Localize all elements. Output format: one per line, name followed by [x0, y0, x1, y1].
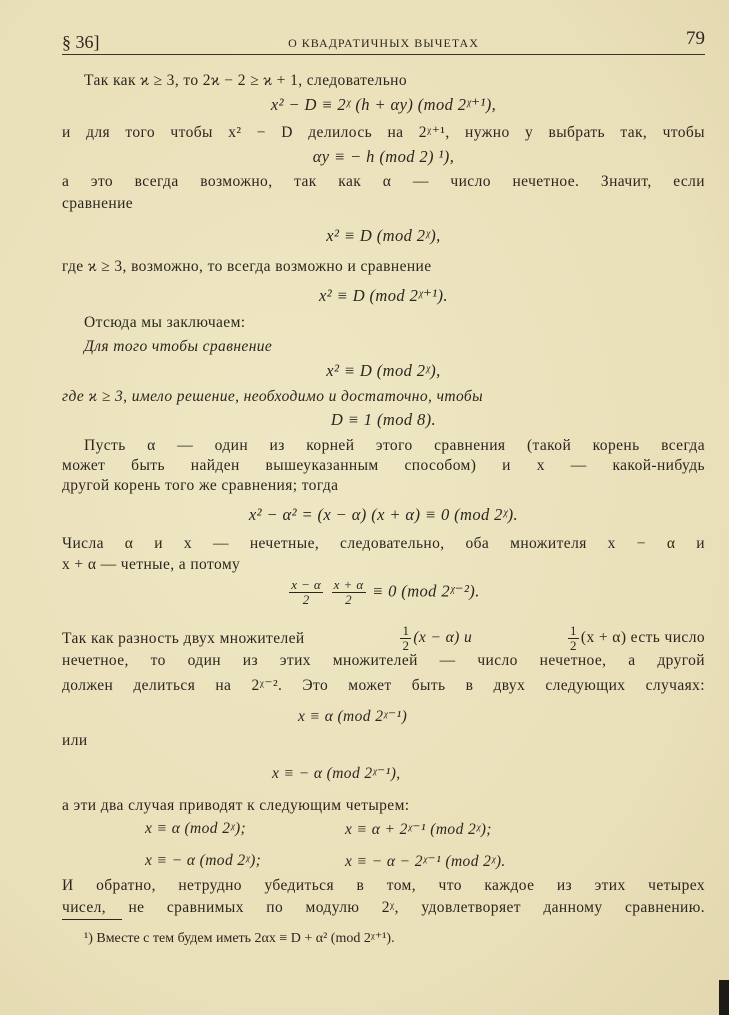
- footnote-marker: ¹): [84, 931, 93, 946]
- half-expression: [398, 624, 472, 653]
- theorem-line: Для того чтобы сравнение: [84, 338, 273, 355]
- text-segment: (x + α) есть число: [580, 629, 705, 647]
- formula: x ≡ α (mod 2ᵡ);: [145, 820, 247, 837]
- section-number: § 36]: [62, 32, 100, 52]
- formula: x ≡ − α (mod 2ᵡ);: [145, 852, 262, 869]
- text-line: [62, 624, 705, 653]
- text-line: сравнение: [62, 195, 134, 212]
- text-line: Пусть α — один из корней этого сравнения (такой корень всегда: [84, 437, 705, 454]
- text-segment: Так как разность двух множителей: [62, 629, 305, 647]
- text-line: или: [62, 732, 88, 749]
- formula: x² ≡ D (mod 2ᵡ⁺¹).: [319, 286, 448, 305]
- text-line: а эти два случая приводят к следующим четырем:: [62, 797, 410, 814]
- fraction: [332, 578, 366, 607]
- formula: x² − α² = (x − α) (x + α) ≡ 0 (mod 2ᵡ).: [248, 505, 519, 524]
- text-line: может быть найден вышеуказанным способом) и x — какой-нибудь: [62, 457, 705, 474]
- footnote-divider: [62, 919, 122, 920]
- formula-rest: ≡ 0 (mod 2ᵡ⁻²).: [372, 581, 480, 601]
- text-line: Числа α и x — нечетные, следовательно, оба множителя x − α и: [62, 535, 705, 552]
- text-line: нечетное, то один из этих множителей — число нечетное, а другой: [62, 652, 705, 669]
- formula: x² ≡ D (mod 2ᵡ),: [326, 361, 441, 380]
- formula: x ≡ α (mod 2ᵡ⁻¹): [298, 708, 408, 725]
- fraction-formula: [62, 578, 705, 607]
- formula: x² − D ≡ 2ᵡ (h + αy) (mod 2ᵡ⁺¹),: [270, 95, 497, 114]
- numerator: x − α: [291, 577, 322, 592]
- numerator: 1: [570, 623, 577, 638]
- running-title: О КВАДРАТИЧНЫХ ВЫЧЕТАХ: [288, 36, 479, 50]
- fraction: [289, 578, 323, 607]
- text-line: должен делиться на 2ᵡ⁻². Это может быть в двух следующих случаях:: [62, 677, 705, 694]
- text-line: И обратно, нетрудно убедиться в том, что каждое из этих четырех: [62, 877, 705, 894]
- denominator: 2: [345, 592, 353, 607]
- text-line: Так как ϰ ≥ 3, то 2ϰ − 2 ≥ ϰ + 1, следовательно: [84, 72, 408, 89]
- text-line: где ϰ ≥ 3, возможно, то всегда возможно и сравнение: [62, 258, 432, 275]
- footnote: [84, 930, 395, 947]
- formula: D ≡ 1 (mod 8).: [330, 410, 437, 429]
- text-line: чисел, не сравнимых по модулю 2ᵡ, удовлетворяет данному сравнению.: [62, 899, 705, 916]
- text-segment: (x − α) и: [413, 629, 473, 647]
- denominator: 2: [570, 638, 577, 653]
- scan-edge: [719, 980, 729, 1015]
- formula: x ≡ α + 2ᵡ⁻¹ (mod 2ᵡ);: [345, 821, 492, 838]
- denominator: 2: [302, 592, 310, 607]
- footnote-text: Вместе с тем будем иметь 2αx ≡ D + α² (mod 2ᵡ⁺¹).: [96, 931, 395, 946]
- half-expression: [566, 624, 705, 653]
- formula: x² ≡ D (mod 2ᵡ),: [326, 226, 441, 245]
- page-number: 79: [686, 28, 705, 49]
- text-line: и для того чтобы x² − D делилось на 2ᵡ⁺¹, нужно y выбрать так, чтобы: [62, 124, 705, 141]
- text-line: Отсюда мы заключаем:: [84, 314, 246, 331]
- formula: x ≡ − α − 2ᵡ⁻¹ (mod 2ᵡ).: [345, 853, 506, 870]
- numerator: 1: [402, 623, 410, 638]
- numerator: x + α: [333, 577, 364, 592]
- formula: x ≡ − α (mod 2ᵡ⁻¹),: [272, 765, 401, 782]
- running-header: [62, 30, 705, 55]
- text-line: а это всегда возможно, так как α — число нечетное. Значит, если: [62, 173, 705, 190]
- text-line: другой корень того же сравнения; тогда: [62, 477, 339, 494]
- denominator: 2: [402, 638, 410, 653]
- theorem-line: где ϰ ≥ 3, имело решение, необходимо и достаточно, чтобы: [62, 388, 484, 405]
- text-line: x + α — четные, а потому: [62, 556, 241, 573]
- formula: αy ≡ − h (mod 2) ¹),: [312, 147, 455, 166]
